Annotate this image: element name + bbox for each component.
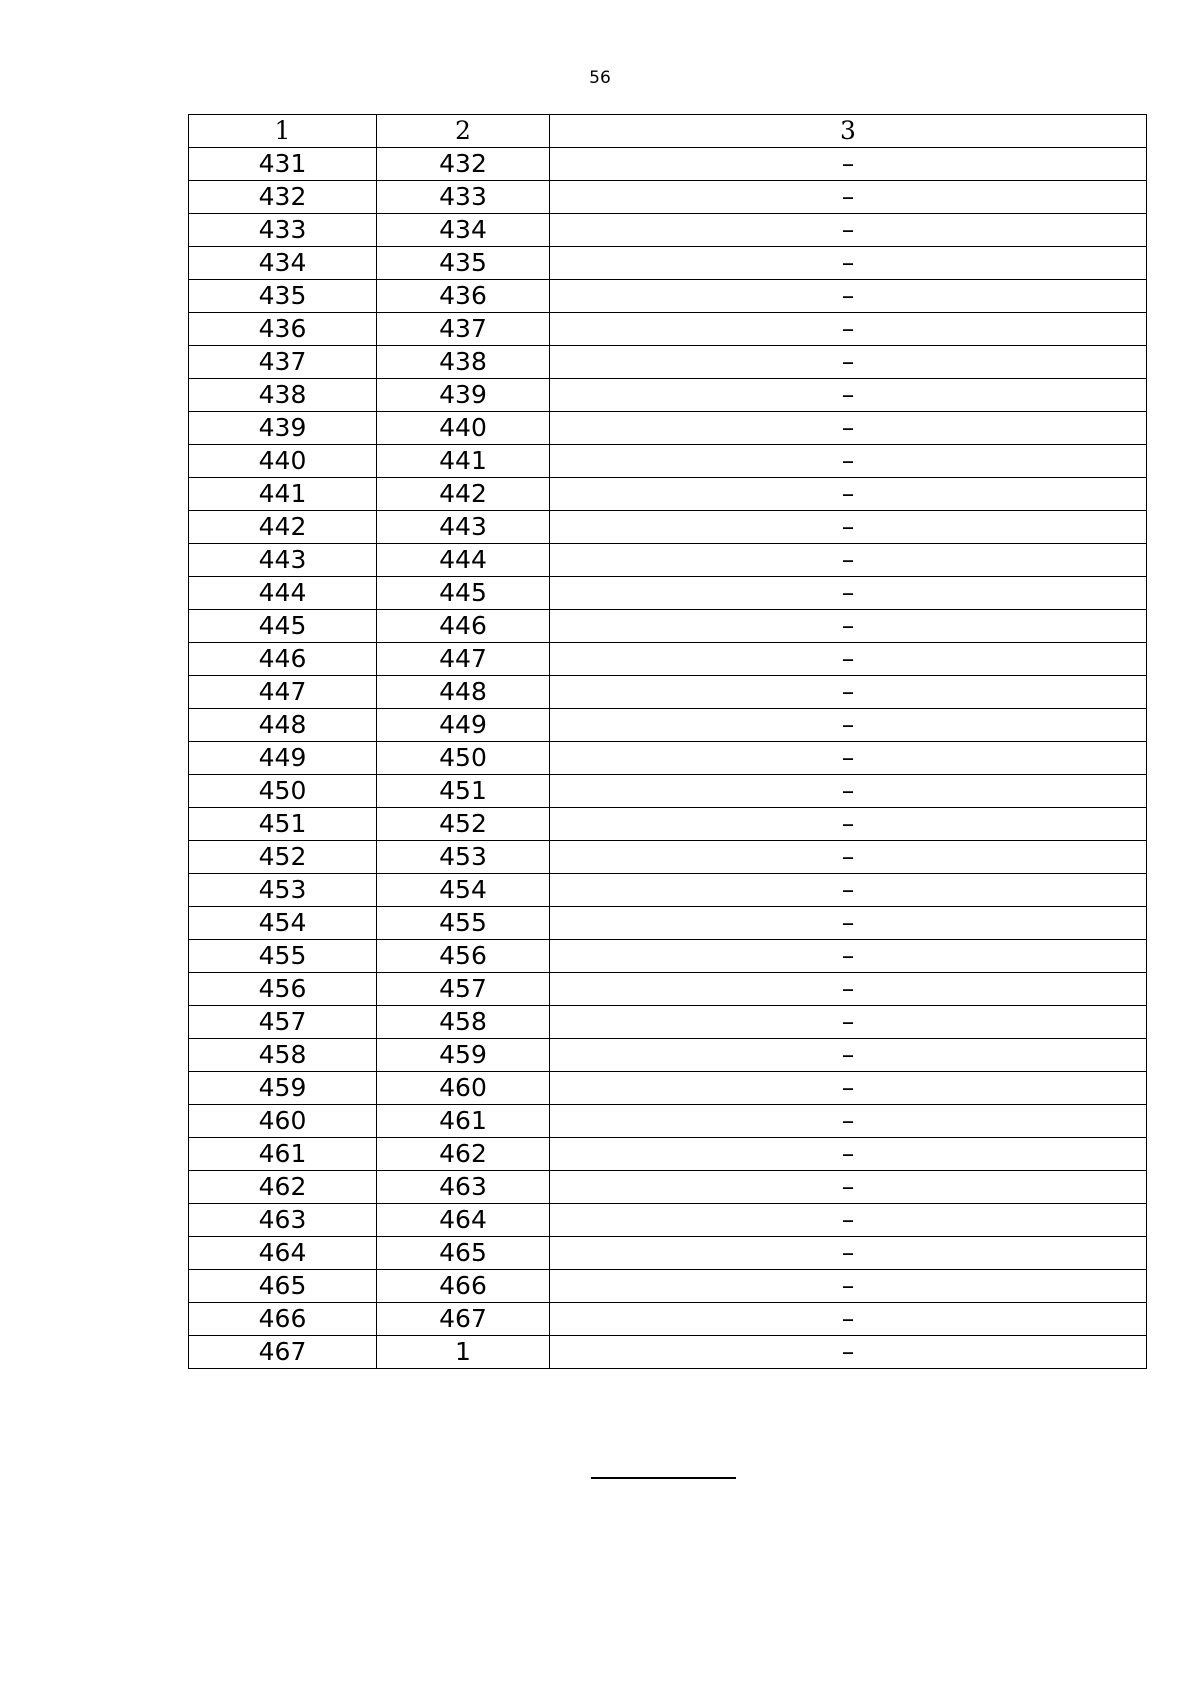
row-cell-col2: 1 [377,1336,550,1369]
row-cell-col2: 460 [377,1072,550,1105]
table-row [189,1105,1147,1138]
row-cell-col1: 442 [189,511,377,544]
table-row [189,610,1147,643]
table-row [189,412,1147,445]
row-cell-col2: 433 [377,181,550,214]
row-cell-col2: 449 [377,709,550,742]
row-cell-col3: – [550,544,1147,577]
row-cell-col3: – [550,808,1147,841]
row-cell-col2: 452 [377,808,550,841]
row-cell-col3: – [550,577,1147,610]
row-cell-col2: 467 [377,1303,550,1336]
header-cell-col2: 2 [377,115,550,148]
row-cell-col3: – [550,709,1147,742]
row-cell-col3: – [550,148,1147,181]
table-row [189,511,1147,544]
row-cell-col2: 465 [377,1237,550,1270]
table-row [189,841,1147,874]
row-cell-col1: 433 [189,214,377,247]
row-cell-col3: – [550,907,1147,940]
table-row [189,214,1147,247]
row-cell-col1: 448 [189,709,377,742]
row-cell-col1: 434 [189,247,377,280]
row-cell-col3: – [550,742,1147,775]
row-cell-col1: 453 [189,874,377,907]
row-cell-col3: – [550,247,1147,280]
row-cell-col3: – [550,280,1147,313]
table-row [189,1270,1147,1303]
row-cell-col3: – [550,412,1147,445]
header-cell-col1: 1 [189,115,377,148]
row-cell-col3: – [550,841,1147,874]
row-cell-col2: 462 [377,1138,550,1171]
row-cell-col1: 462 [189,1171,377,1204]
row-cell-col3: – [550,610,1147,643]
row-cell-col2: 444 [377,544,550,577]
row-cell-col2: 437 [377,313,550,346]
table-header-row [189,115,1147,148]
row-cell-col3: – [550,1237,1147,1270]
row-cell-col2: 458 [377,1006,550,1039]
table-row [189,1171,1147,1204]
row-cell-col1: 439 [189,412,377,445]
footer-rule [591,1477,736,1479]
table-row [189,280,1147,313]
row-cell-col3: – [550,1039,1147,1072]
row-cell-col1: 457 [189,1006,377,1039]
row-cell-col2: 435 [377,247,550,280]
row-cell-col3: – [550,874,1147,907]
row-cell-col2: 446 [377,610,550,643]
page-number: 56 [589,68,611,88]
row-cell-col2: 448 [377,676,550,709]
row-cell-col2: 440 [377,412,550,445]
row-cell-col2: 432 [377,148,550,181]
row-cell-col1: 467 [189,1336,377,1369]
row-cell-col1: 455 [189,940,377,973]
table-row [189,1006,1147,1039]
row-cell-col1: 463 [189,1204,377,1237]
row-cell-col2: 438 [377,346,550,379]
table-row [189,709,1147,742]
row-cell-col3: – [550,1006,1147,1039]
row-cell-col2: 455 [377,907,550,940]
row-cell-col1: 449 [189,742,377,775]
row-cell-col1: 432 [189,181,377,214]
row-cell-col2: 451 [377,775,550,808]
row-cell-col1: 431 [189,148,377,181]
table-row [189,907,1147,940]
table-row [189,544,1147,577]
row-cell-col2: 441 [377,445,550,478]
row-cell-col3: – [550,973,1147,1006]
row-cell-col3: – [550,1138,1147,1171]
row-cell-col1: 446 [189,643,377,676]
row-cell-col3: – [550,478,1147,511]
row-cell-col1: 460 [189,1105,377,1138]
table-row [189,643,1147,676]
row-cell-col1: 441 [189,478,377,511]
table-row [189,148,1147,181]
row-cell-col1: 447 [189,676,377,709]
row-cell-col3: – [550,643,1147,676]
row-cell-col3: – [550,1072,1147,1105]
table-row [189,1138,1147,1171]
row-cell-col1: 435 [189,280,377,313]
row-cell-col2: 464 [377,1204,550,1237]
data-table [188,114,1147,1369]
row-cell-col2: 450 [377,742,550,775]
row-cell-col2: 459 [377,1039,550,1072]
table-row [189,973,1147,1006]
row-cell-col2: 457 [377,973,550,1006]
row-cell-col3: – [550,214,1147,247]
row-cell-col2: 439 [377,379,550,412]
row-cell-col3: – [550,511,1147,544]
row-cell-col1: 438 [189,379,377,412]
row-cell-col3: – [550,181,1147,214]
row-cell-col3: – [550,1336,1147,1369]
row-cell-col2: 447 [377,643,550,676]
row-cell-col1: 465 [189,1270,377,1303]
row-cell-col3: – [550,775,1147,808]
row-cell-col3: – [550,1204,1147,1237]
row-cell-col1: 436 [189,313,377,346]
row-cell-col3: – [550,346,1147,379]
table-row [189,1336,1147,1369]
row-cell-col3: – [550,940,1147,973]
row-cell-col2: 445 [377,577,550,610]
row-cell-col1: 440 [189,445,377,478]
row-cell-col2: 454 [377,874,550,907]
row-cell-col3: – [550,676,1147,709]
table-row [189,346,1147,379]
table-row [189,445,1147,478]
row-cell-col2: 442 [377,478,550,511]
table-row [189,1039,1147,1072]
row-cell-col1: 461 [189,1138,377,1171]
table-row [189,1237,1147,1270]
table-row [189,379,1147,412]
table-row [189,742,1147,775]
table-body [189,148,1147,1369]
row-cell-col1: 452 [189,841,377,874]
row-cell-col2: 461 [377,1105,550,1138]
row-cell-col3: – [550,445,1147,478]
table-row [189,1072,1147,1105]
row-cell-col1: 466 [189,1303,377,1336]
table-row [189,577,1147,610]
row-cell-col2: 466 [377,1270,550,1303]
row-cell-col1: 454 [189,907,377,940]
row-cell-col3: – [550,1105,1147,1138]
row-cell-col3: – [550,379,1147,412]
row-cell-col1: 458 [189,1039,377,1072]
row-cell-col1: 445 [189,610,377,643]
table-row [189,940,1147,973]
row-cell-col1: 437 [189,346,377,379]
row-cell-col3: – [550,1270,1147,1303]
table-header [189,115,1147,148]
row-cell-col1: 451 [189,808,377,841]
row-cell-col2: 456 [377,940,550,973]
table-row [189,1303,1147,1336]
header-cell-col3: 3 [550,115,1147,148]
row-cell-col1: 450 [189,775,377,808]
row-cell-col1: 443 [189,544,377,577]
row-cell-col3: – [550,313,1147,346]
row-cell-col2: 453 [377,841,550,874]
row-cell-col1: 459 [189,1072,377,1105]
row-cell-col2: 436 [377,280,550,313]
row-cell-col1: 464 [189,1237,377,1270]
row-cell-col2: 463 [377,1171,550,1204]
row-cell-col1: 444 [189,577,377,610]
table-row [189,808,1147,841]
table-row [189,181,1147,214]
table-row [189,313,1147,346]
row-cell-col2: 434 [377,214,550,247]
row-cell-col3: – [550,1171,1147,1204]
row-cell-col1: 456 [189,973,377,1006]
table-row [189,874,1147,907]
table-row [189,775,1147,808]
table-row [189,1204,1147,1237]
row-cell-col3: – [550,1303,1147,1336]
table-row [189,676,1147,709]
table-row [189,247,1147,280]
row-cell-col2: 443 [377,511,550,544]
table-row [189,478,1147,511]
